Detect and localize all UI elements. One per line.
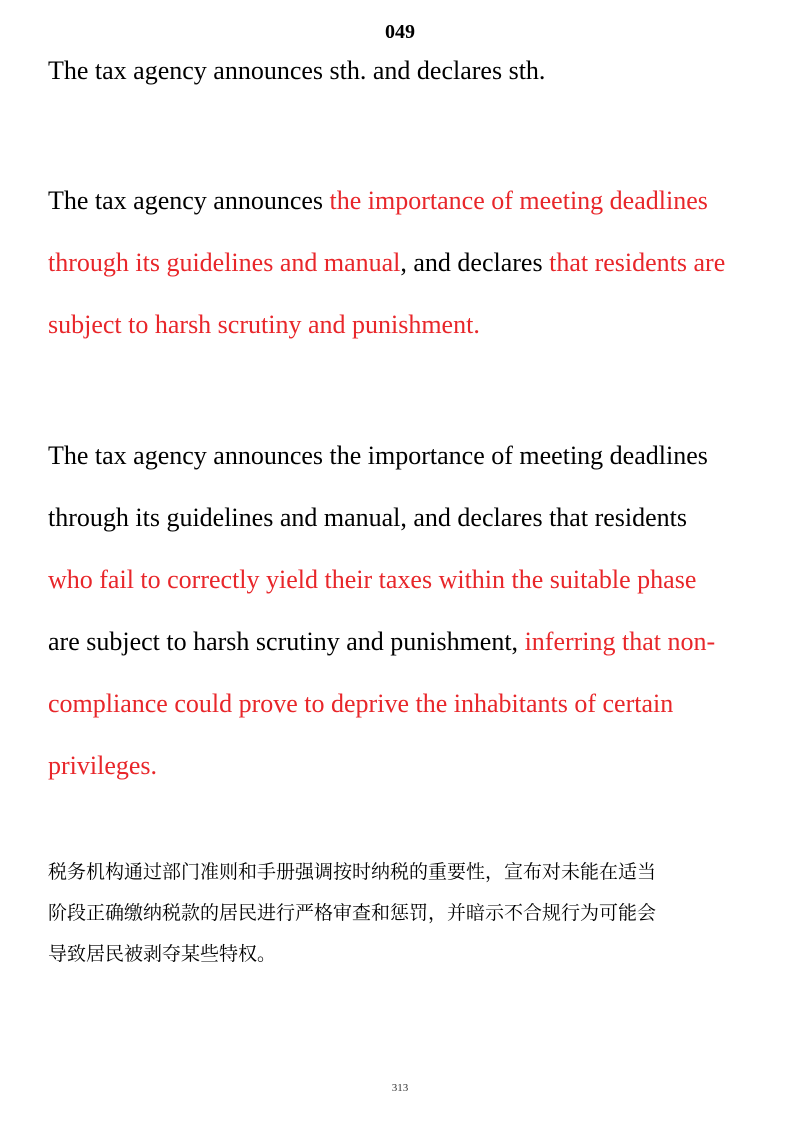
translation-line-1: 税务机构通过部门准则和手册强调按时纳税的重要性，宣布对未能在适当 bbox=[48, 861, 657, 883]
example1-line-2: through its guidelines and manual, and declares that residents are bbox=[48, 248, 726, 277]
template-line: The tax agency announces sth. and declares sth. bbox=[48, 56, 546, 85]
example2-line-2: through its guidelines and manual, and declares that residents bbox=[48, 503, 687, 532]
translation-line-3: 导致居民被剥夺某些特权。 bbox=[48, 943, 277, 965]
chinese-translation bbox=[48, 852, 760, 975]
example2-line-4: are subject to harsh scrutiny and punishment, inferring that non- bbox=[48, 627, 716, 656]
translation-line-2: 阶段正确缴纳税款的居民进行严格审查和惩罚，并暗示不合规行为可能会 bbox=[48, 902, 657, 924]
example2-line-6: privileges. bbox=[48, 751, 158, 780]
example1-line-3: subject to harsh scrutiny and punishment. bbox=[48, 310, 480, 339]
template-sentence bbox=[48, 40, 760, 102]
example2-line-1: The tax agency announces the importance of meeting deadlines bbox=[48, 441, 708, 470]
highlight-object: the importance of meeting deadlines bbox=[329, 186, 708, 215]
highlight-clause: inferring that non- bbox=[524, 627, 716, 656]
highlight-clause: that residents are bbox=[549, 248, 726, 277]
example-sentence-2 bbox=[48, 425, 760, 797]
example2-line-3: who fail to correctly yield their taxes within the suitable phase bbox=[48, 565, 697, 594]
example2-line-5: compliance could prove to deprive the inhabitants of certain bbox=[48, 689, 674, 718]
example1-line-1: The tax agency announces the importance of meeting deadlines bbox=[48, 186, 708, 215]
highlight-object: through its guidelines and manual bbox=[48, 248, 401, 277]
page-number-header: 049 bbox=[385, 21, 415, 43]
example-sentence-1 bbox=[48, 170, 760, 356]
page-number-footer: 313 bbox=[391, 1082, 409, 1094]
